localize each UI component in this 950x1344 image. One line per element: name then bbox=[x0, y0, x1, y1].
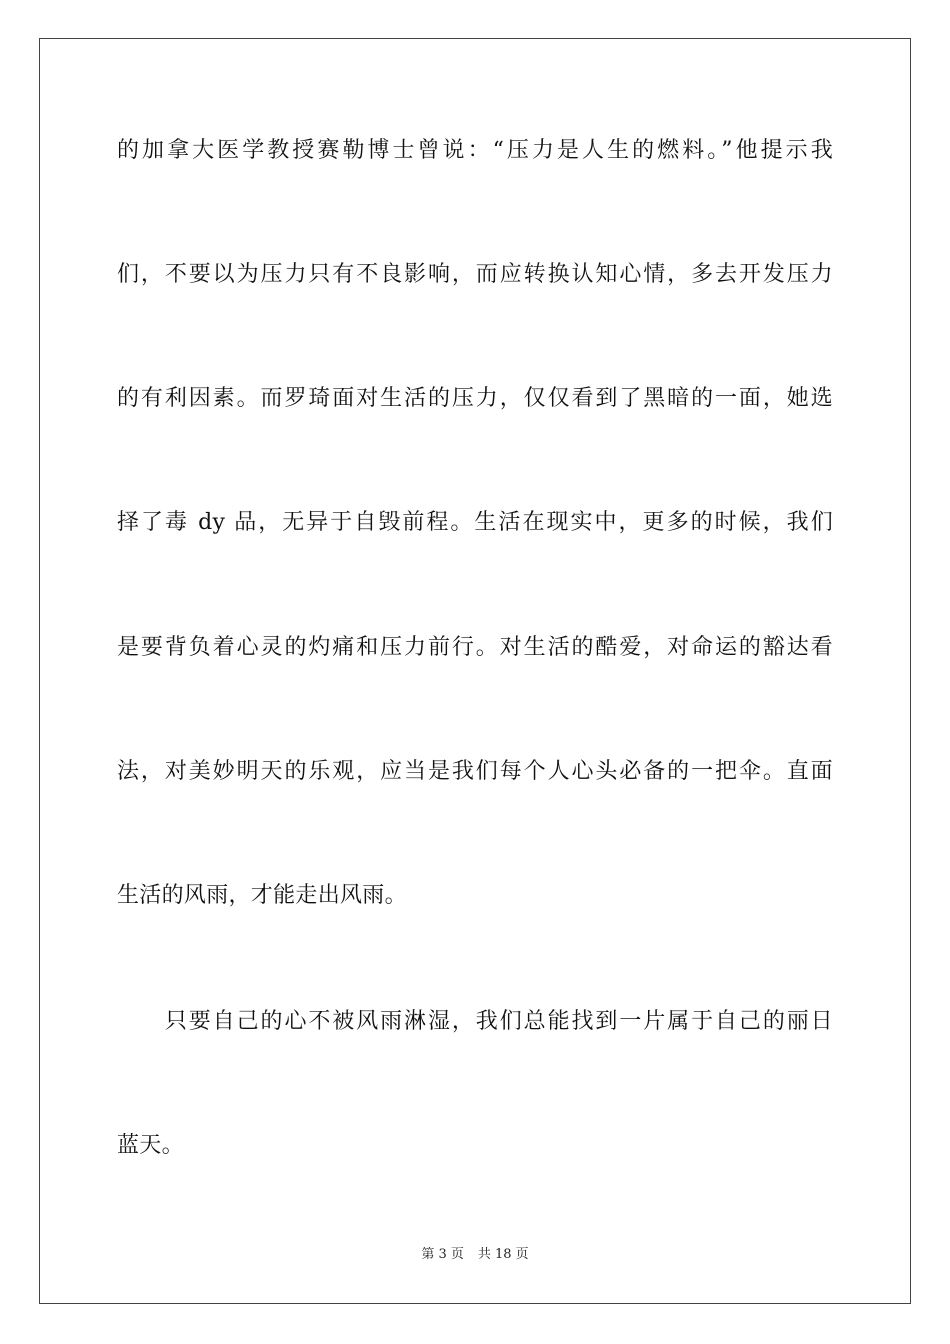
page-total: 共 18 页 bbox=[477, 1247, 529, 1262]
text-line-1: 的加拿大医学教授赛勒博士曾说：“压力是人生的燃料。”他提示我 bbox=[117, 138, 833, 163]
page-footer bbox=[0, 1246, 950, 1264]
text-line-8: 只要自己的心不被风雨淋湿，我们总能找到一片属于自己的丽日 bbox=[117, 1009, 833, 1034]
page-number: 第 3 页 bbox=[421, 1247, 464, 1262]
text-line-7: 生活的风雨，才能走出风雨。 bbox=[117, 883, 407, 908]
text-line-4: 择了毒 dy 品，无异于自毁前程。生活在现实中，更多的时候，我们 bbox=[117, 510, 833, 535]
text-line-6: 法，对美妙明天的乐观，应当是我们每个人心头必备的一把伞。直面 bbox=[117, 759, 833, 784]
text-line-9: 蓝天。 bbox=[117, 1133, 184, 1158]
text-line-2: 们，不要以为压力只有不良影响，而应转换认知心情，多去开发压力 bbox=[117, 262, 833, 287]
text-line-3: 的有利因素。而罗琦面对生活的压力，仅仅看到了黑暗的一面，她选 bbox=[117, 386, 833, 411]
page-border bbox=[39, 38, 911, 1304]
text-line-5: 是要背负着心灵的灼痛和压力前行。对生活的酷爱，对命运的豁达看 bbox=[117, 635, 833, 660]
